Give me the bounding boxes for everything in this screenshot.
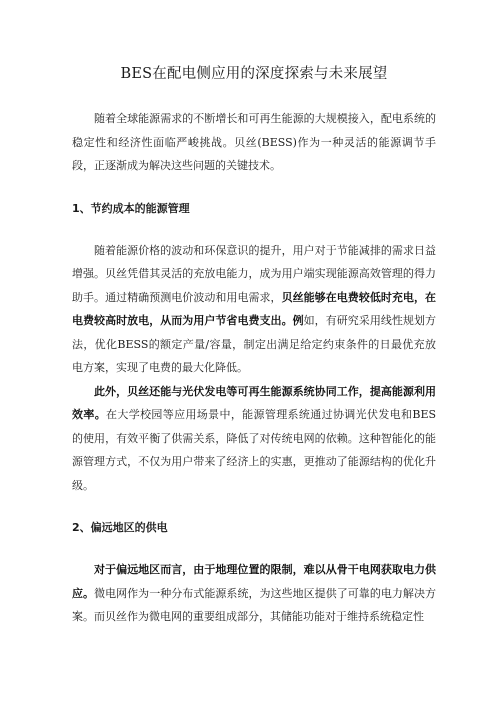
section-1-paragraph-2 bbox=[72, 380, 436, 498]
section-2-p1-text: 微电网作为一种分布式能源系统，为这些地区提供了可靠的电力解决方案。而贝丝作为微电网的重要组成部分，其储能功能对于维持系统稳定性 bbox=[72, 586, 436, 623]
section-1-paragraph-1 bbox=[72, 239, 436, 380]
section-1-p1-text-a: 随着能源价格的波动和环保意识的提升，用户对于节能减排的需求日益增强。贝丝凭借其灵活的充放电能力，成为用户端实现能源高效管理的得力助手。通过精确预测电价波动和用电需求， bbox=[72, 243, 436, 304]
section-1-p1-text-c: 如，有研究采用线性规划方法，优化BESS的额定产量/容量，制定出满足给定约束条件的日最优充放电方案，实现了电费的最大化降低。 bbox=[72, 314, 436, 374]
section-2-paragraph-1 bbox=[72, 558, 436, 629]
section-1-p1-bold: 贝丝能够在电费较低时充电，在电费较高时放电，从而为用户节省电费支出。例 bbox=[72, 290, 436, 327]
section-1-heading: 1、节约成本的能源管理 bbox=[72, 201, 190, 215]
section-2-heading: 2、偏远地区的供电 bbox=[72, 521, 168, 534]
section-1-p2-text: 在大学校园等应用场景中，能源管理系统通过协调光伏发电和BES的使用，有效平衡了供需关系，降低了对传统电网的依赖。这种智能化的能源管理方式，不仅为用户带来了经济上的实惠，更推动了能源结构的优化升级。 bbox=[72, 408, 437, 492]
section-2-p1-bold: 对于偏远地区而言，由于地理位置的限制，难以从骨干电网获取电力供应。 bbox=[72, 563, 436, 600]
intro-paragraph bbox=[72, 107, 436, 178]
section-1-p2-bold: 此外，贝丝还能与光伏发电等可再生能源系统协同工作，提高能源利用效率。 bbox=[72, 384, 436, 421]
page-title: BES在配电侧应用的深度探索与未来展望 bbox=[120, 66, 388, 82]
intro-text: 随着全球能源需求的不断增长和可再生能源的大规模接入，配电系统的稳定性和经济性面临严峻挑战。贝丝(BESS)作为一种灵活的能源调节手段，正逐渐成为解决这些问题的关键技术。 bbox=[72, 112, 436, 172]
